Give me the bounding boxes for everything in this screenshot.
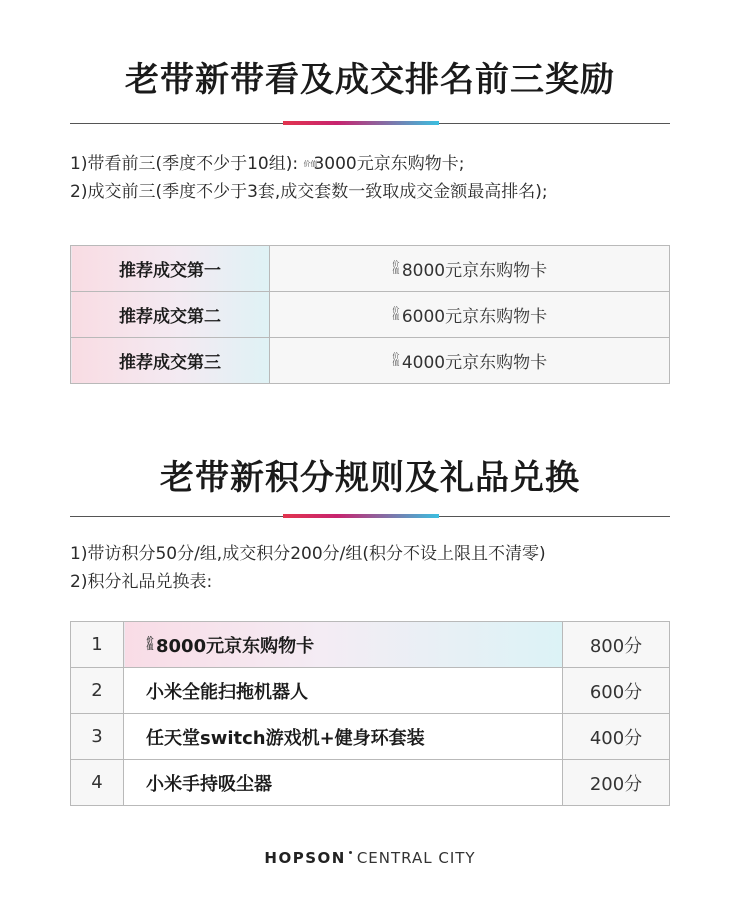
section1-rule-1: [70, 150, 690, 178]
section1-title: 老带新带看及成交排名前三奖励: [125, 60, 615, 100]
table-row: [71, 292, 670, 338]
gift-points: 600分: [563, 668, 670, 714]
table-row: [71, 668, 670, 714]
reward-text: 4000元京东购物卡: [401, 353, 548, 373]
reward-value: [270, 338, 670, 384]
section2-title: 老带新积分规则及礼品兑换: [160, 458, 580, 498]
row-index: 2: [71, 668, 124, 714]
price-tag-icon: 价值: [303, 160, 318, 168]
rule-text: 2)成交前三(季度不少于3套,成交套数一致取成交金额最高排名);: [70, 182, 548, 202]
section2-rules: [70, 540, 690, 596]
gift-points: 400分: [563, 714, 670, 760]
gift-exchange-table: [70, 621, 670, 806]
table-row: [71, 760, 670, 806]
reward-value: [270, 246, 670, 292]
table-row: [71, 714, 670, 760]
rank-label: 推荐成交第三: [71, 338, 270, 384]
registered-dot-icon: [349, 851, 352, 854]
section2-divider-accent: [283, 514, 439, 518]
row-index: 1: [71, 622, 124, 668]
section1-rules: [70, 150, 690, 206]
reward-text: 6000元京东购物卡: [401, 307, 548, 327]
section1-divider-accent: [283, 121, 439, 125]
gift-name: [124, 622, 563, 668]
row-index: 4: [71, 760, 124, 806]
table-row: [71, 622, 670, 668]
section2-rule-2: 2)积分礼品兑换表:: [70, 572, 213, 592]
reward-text: 8000元京东购物卡: [401, 261, 548, 281]
gift-text: 8000元京东购物卡: [156, 635, 315, 657]
gift-name: 小米手持吸尘器: [124, 760, 563, 806]
brand-city: CENTRAL CITY: [356, 849, 476, 867]
section2-divider: [70, 516, 670, 517]
table-row: [71, 246, 670, 292]
reward-value: [270, 292, 670, 338]
price-tag-icon: 价值: [392, 352, 400, 367]
ranking-reward-table: [70, 245, 670, 384]
section2-rule-1: 1)带访积分50分/组,成交积分200分/组(积分不设上限且不清零): [70, 544, 546, 564]
section1-divider: [70, 123, 670, 124]
gift-points: 200分: [563, 760, 670, 806]
rank-label: 推荐成交第二: [71, 292, 270, 338]
rule-text-after: 3000元京东购物卡;: [313, 154, 465, 174]
rank-label: 推荐成交第一: [71, 246, 270, 292]
brand-name: HOPSON: [264, 849, 346, 867]
gift-name: 任天堂switch游戏机+健身环套装: [124, 714, 563, 760]
price-tag-icon: 价值: [392, 260, 400, 275]
section1-rule-2: [70, 178, 690, 206]
footer-logo: [0, 849, 740, 867]
table-row: [71, 338, 670, 384]
rule-text: 1)带看前三(季度不少于10组):: [70, 154, 299, 174]
gift-points: 800分: [563, 622, 670, 668]
gift-name: 小米全能扫拖机器人: [124, 668, 563, 714]
row-index: 3: [71, 714, 124, 760]
price-tag-icon: 价值: [146, 635, 154, 651]
price-tag-icon: 价值: [392, 306, 400, 321]
